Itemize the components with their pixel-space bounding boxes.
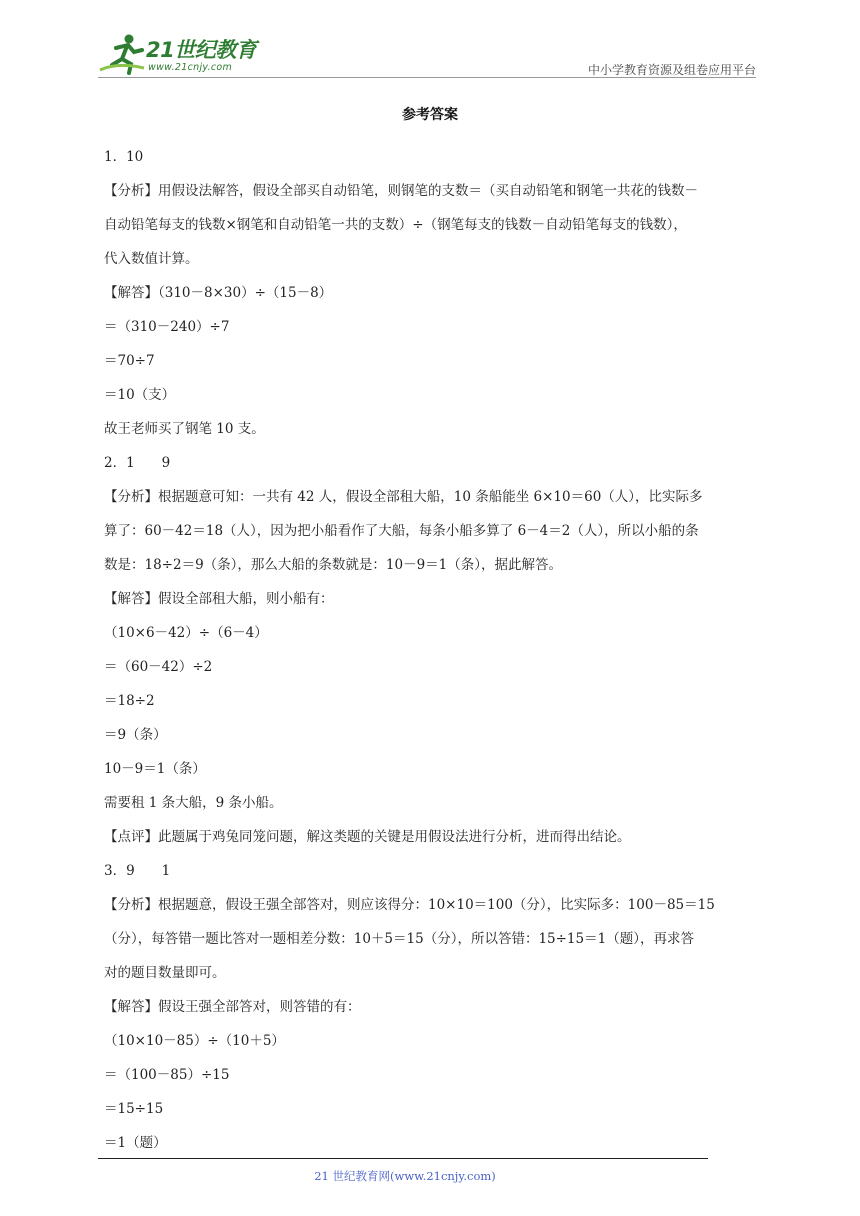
answer-line: （10×10－85）÷（10＋5）: [104, 1033, 285, 1049]
answer-line: ＝（60－42）÷2: [104, 659, 213, 675]
answer-line: 算了：60－42＝18（人），因为把小船看作了大船，每条小船多算了 6－4＝2（人），所以小船的条: [104, 523, 699, 539]
logo-url: www.21cnjy.com: [148, 62, 233, 73]
footer-link[interactable]: 21 世纪教育网(www.21cnjy.com): [314, 1169, 496, 1183]
answer-line: ＝10（支）: [104, 387, 176, 403]
answer-line: 自动铅笔每支的钱数×钢笔和自动铅笔一共的支数）÷（钢笔每支的钱数－自动铅笔每支的钱数），: [104, 217, 687, 233]
answer-line: 【解答】假设王强全部答对，则答错的有：: [104, 999, 361, 1015]
answer-line: （分），每答错一题比答对一题相差分数：10＋5＝15（分），所以答错：15÷15＝1（题），再求答: [104, 931, 694, 947]
answer-line: 【点评】此题属于鸡兔同笼问题，解这类题的关键是用假设法进行分析，进而得出结论。: [104, 829, 631, 845]
answer-line: 数是：18÷2＝9（条），那么大船的条数就是：10－9＝1（条），据此解答。: [104, 557, 563, 573]
answer-line: ＝（310－240）÷7: [104, 319, 230, 335]
logo-text: 21世纪教育: [146, 38, 257, 62]
answer-line: 2．1 9: [104, 455, 171, 471]
runner-logo-icon: [98, 32, 148, 76]
answer-line: ＝15÷15: [104, 1101, 164, 1117]
answer-line: 1．10: [104, 149, 144, 165]
answer-line: ＝70÷7: [104, 353, 155, 369]
answer-line: ＝（100－85）÷15: [104, 1067, 230, 1083]
answer-line: 【分析】根据题意，假设王强全部答对，则应该得分：10×10＝100（分），比实际多：100－85＝15: [104, 897, 715, 913]
answer-line: 【解答】（310－8×30）÷（15－8）: [104, 285, 333, 301]
answer-line: 故王老师买了钢笔 10 支。: [104, 421, 265, 437]
answer-line: （10×6－42）÷（6－4）: [104, 625, 268, 641]
answer-line: 【分析】用假设法解答，假设全部买自动铅笔，则钢笔的支数＝（买自动铅笔和钢笔一共花的钱数－: [104, 183, 698, 199]
platform-tagline: 中小学教育资源及组卷应用平台: [587, 63, 756, 77]
answer-line: 【分析】根据题意可知：一共有 42 人，假设全部租大船，10 条船能坐 6×10＝60（人），比实际多: [104, 489, 703, 505]
footer-divider: [98, 1158, 708, 1159]
answer-line: 需要租 1 条大船，9 条小船。: [104, 795, 283, 811]
site-logo: [98, 32, 268, 76]
answer-line: 代入数值计算。: [104, 251, 199, 267]
page-header: [98, 26, 756, 78]
answer-line: 【解答】假设全部租大船，则小船有：: [104, 591, 334, 607]
answer-line: ＝9（条）: [104, 727, 167, 743]
answer-line: ＝1（题）: [104, 1135, 167, 1151]
answer-line: ＝18÷2: [104, 693, 155, 709]
header-divider: [98, 77, 756, 78]
page-title: 参考答案: [402, 107, 458, 123]
answer-line: 对的题目数量即可。: [104, 965, 226, 981]
answer-line: 3．9 1: [104, 863, 171, 879]
answer-line: 10－9＝1（条）: [104, 761, 206, 777]
answer-content: [104, 140, 764, 1160]
